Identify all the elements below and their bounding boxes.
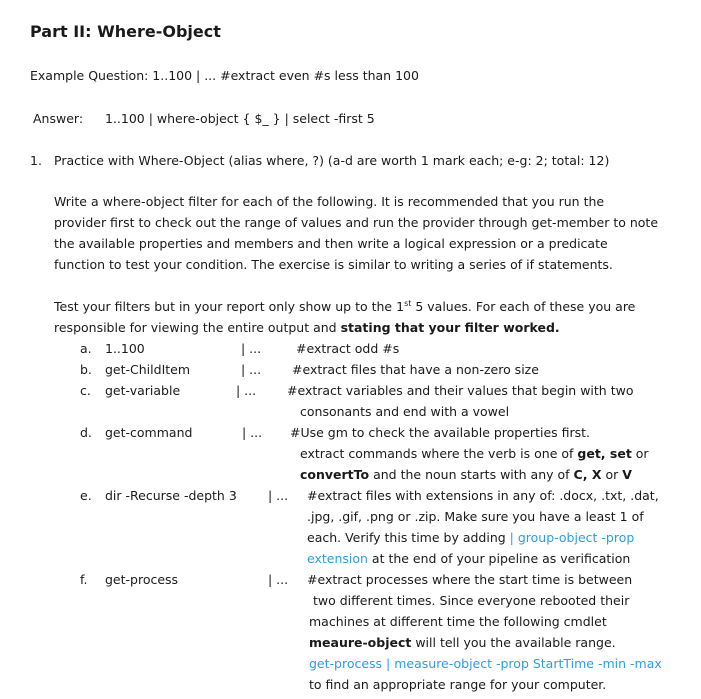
item-pipe: | ... xyxy=(241,362,262,377)
item-pipe: | ... xyxy=(241,341,262,356)
paragraph-line: function to test your condition. The exercise is similar to writing a series of if statements. xyxy=(54,257,613,272)
item-description: extract commands where the verb is one of get, set or xyxy=(300,446,649,461)
item-letter: a. xyxy=(80,341,92,356)
item-pipe: | ... xyxy=(268,488,289,503)
item-command: get-variable xyxy=(105,383,181,398)
paragraph-line: responsible for viewing the entire output and stating that your filter worked. xyxy=(54,320,560,335)
item-description: to find an appropriate range for your computer. xyxy=(309,677,607,692)
page-title: Part II: Where-Object xyxy=(30,22,221,41)
item-letter: b. xyxy=(80,362,92,377)
paragraph-line: Test your filters but in your report only show up to the 1st 5 values. For each of these you are xyxy=(54,298,636,314)
superscript: st xyxy=(404,298,412,308)
example-question: Example Question: 1..100 | ... #extract even #s less than 100 xyxy=(30,68,419,83)
instructions-paragraph xyxy=(54,191,689,275)
item-description: convertTo and the noun starts with any of C, X or V xyxy=(300,467,632,482)
answer-command: 1..100 | where-object { $_ } | select -first 5 xyxy=(105,111,375,126)
item-pipe: | ... xyxy=(268,572,289,587)
code-highlight: get-process | measure-object -prop StartTime -min -max xyxy=(309,656,662,671)
item-description: #extract files that have a non-zero size xyxy=(292,362,539,377)
item-description: .jpg, .gif, .png or .zip. Make sure you have a least 1 of xyxy=(307,509,644,524)
code-highlight: | group-object -prop xyxy=(509,530,635,545)
item-command: get-ChildItem xyxy=(105,362,191,377)
item-letter: e. xyxy=(80,488,92,503)
item-description: machines at different time the following cmdlet xyxy=(309,614,607,629)
question-number: 1. xyxy=(30,153,42,168)
testing-paragraph xyxy=(54,296,689,338)
item-command: dir -Recurse -depth 3 xyxy=(105,488,237,503)
item-pipe: | ... xyxy=(242,425,263,440)
item-letter: d. xyxy=(80,425,92,440)
answer-label: Answer: xyxy=(33,111,84,126)
bold-text: stating that your filter worked. xyxy=(340,320,560,335)
item-letter: f. xyxy=(80,572,88,587)
item-description: extension at the end of your pipeline as verification xyxy=(307,551,631,566)
item-command: get-command xyxy=(105,425,193,440)
question-text: Practice with Where-Object (alias where, ?) (a-d are worth 1 mark each; e-g: 2; total: 12) xyxy=(54,153,610,168)
item-letter: c. xyxy=(80,383,91,398)
paragraph-line: the available properties and members and then write a logical expression or a predicate xyxy=(54,236,608,251)
paragraph-line: Write a where-object filter for each of the following. It is recommended that you run the xyxy=(54,194,605,209)
item-pipe: | ... xyxy=(236,383,257,398)
item-description: consonants and end with a vowel xyxy=(300,404,510,419)
item-description: meaure-object will tell you the available range. xyxy=(309,635,616,650)
item-description: #Use gm to check the available properties first. xyxy=(290,425,591,440)
item-description: #extract odd #s xyxy=(296,341,400,356)
item-description: each. Verify this time by adding | group-object -prop xyxy=(307,530,635,545)
item-description: two different times. Since everyone rebooted their xyxy=(313,593,630,608)
item-description: #extract variables and their values that begin with two xyxy=(287,383,634,398)
item-description: #extract processes where the start time is between xyxy=(307,572,633,587)
item-command: get-process xyxy=(105,572,179,587)
code-highlight: extension xyxy=(307,551,368,566)
paragraph-line: provider first to check out the range of values and run the provider through get-member to note xyxy=(54,215,659,230)
item-command: 1..100 xyxy=(105,341,145,356)
item-description: #extract files with extensions in any of: .docx, .txt, .dat, xyxy=(307,488,659,503)
